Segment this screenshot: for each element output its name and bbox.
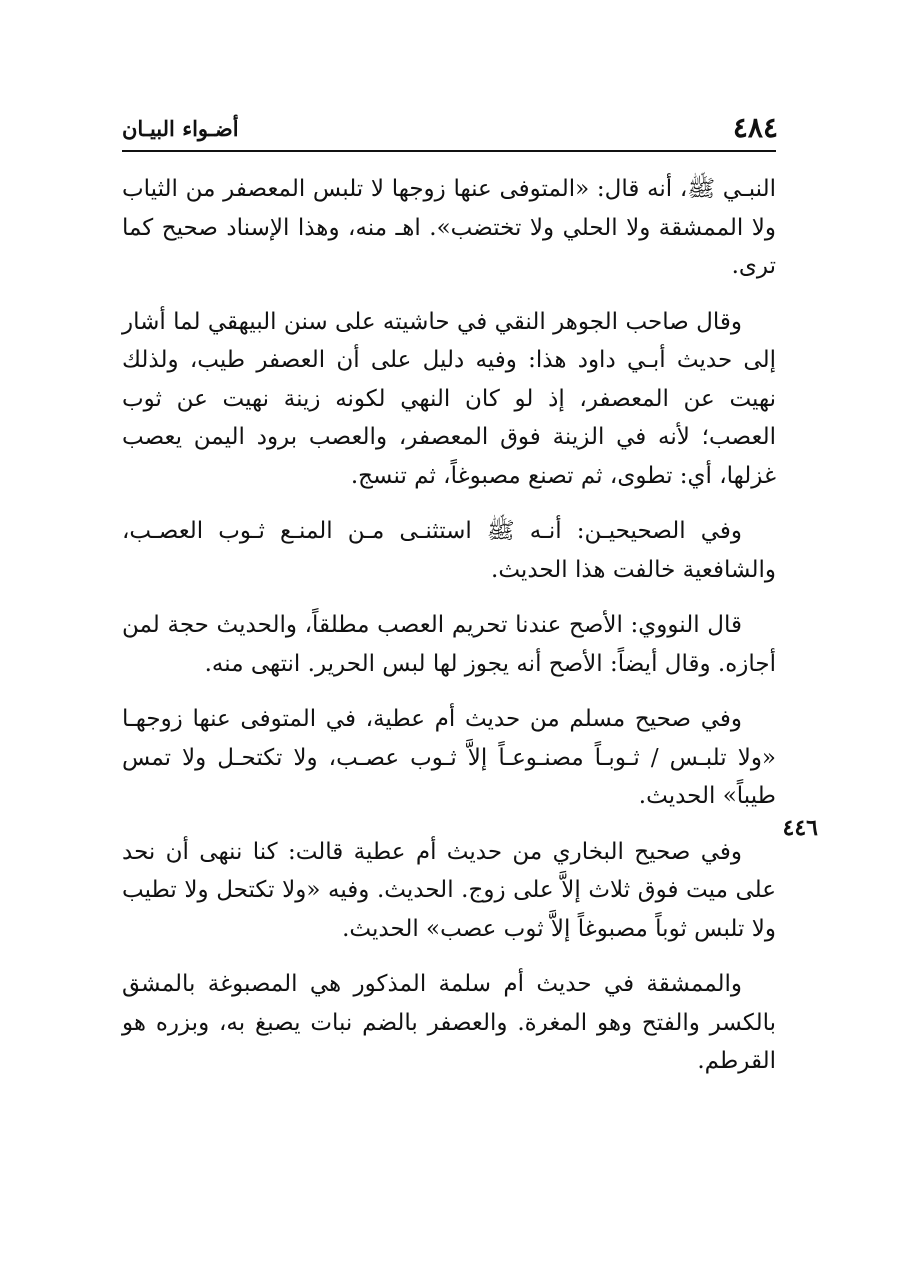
paragraph-5: وفي صحيح مسلم من حديث أم عطية، في المتوفى عنها زوجهـا «ولا تلبـس / ثـوبـاً مصنـوعـاً إلاَّ ثـوب عصـب، ولا تكتحـل ولا تمس طيباً» الحديث.: [122, 706, 776, 809]
paragraph-6: وفي صحيح البخاري من حديث أم عطية قالت: كنا ننهى أن نحد على ميت فوق ثلاث إلاَّ على زوج. الحديث. وفيه «ولا تكتحل ولا تطيب ولا تلبس ثوباً مصبوغاً إلاَّ ثوب عصب» الحديث.: [122, 838, 776, 942]
paragraph-4: قال النووي: الأصح عندنا تحريم العصب مطلقاً، والحديث حجة لمن أجازه. وقال أيضاً: الأصح أنه يجوز لها لبس الحرير. انتهى منه.: [122, 612, 776, 677]
page-number: ٤٨٤: [732, 111, 778, 144]
paragraph-1: النبـي ﷺ، أنه قال: «المتوفى عنها زوجها لا تلبس المعصفر من الثياب ولا الممشقة ولا الحلي ولا تختضب». اهـ منه، وهذا الإسناد صحيح كما ترى.: [122, 176, 776, 279]
body-text: [122, 170, 776, 1098]
paragraph-2: وقال صاحب الجوهر النقي في حاشيته على سنن البيهقي لما أشار إلى حديث أبـي داود هذا: وفيه دليل على أن العصفر طيب، ولذلك نهيت عن المعصفر، إذ لو كان النهي لكونه زينة نهيت عن ثوب العصب؛ لأنه في الزينة فوق المعصفر، والعصب برود اليمن يعصب غزلها، أي: تطوى، ثم تصنع مصبوغاً، ثم تنسج.: [122, 308, 776, 489]
margin-page-reference: ٤٤٦: [782, 815, 818, 841]
paragraph-3: وفي الصحيحيـن: أنـه ﷺ استثنـى مـن المنـع ثـوب العصـب، والشافعية خالفت هذا الحديث.: [122, 518, 776, 583]
book-title: أضـواء البيـان: [122, 116, 239, 141]
header-rule: [122, 150, 776, 152]
running-header: [122, 108, 778, 148]
paragraph-7: والممشقة في حديث أم سلمة المذكور هي المصبوغة بالمشق بالكسر والفتح وهو المغرة. والعصفر بالضم نبات يصبغ به، وبزره هو القرطم.: [122, 971, 776, 1074]
